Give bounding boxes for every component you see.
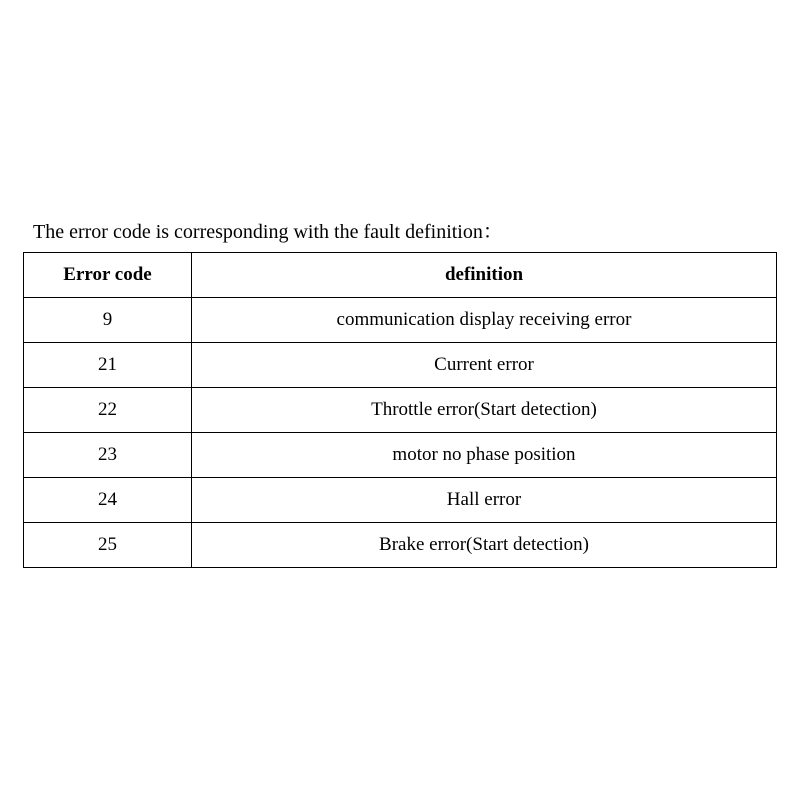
table-row	[24, 343, 777, 388]
table-row	[24, 523, 777, 568]
definition-cell: Throttle error(Start detection)	[192, 388, 777, 433]
definition-cell: Current error	[192, 343, 777, 388]
error-code-cell: 22	[24, 388, 192, 433]
error-code-cell: 9	[24, 298, 192, 343]
table-header-row	[24, 253, 777, 298]
definition-cell: Brake error(Start detection)	[192, 523, 777, 568]
error-code-cell: 23	[24, 433, 192, 478]
error-code-cell: 25	[24, 523, 192, 568]
definition-cell: Hall error	[192, 478, 777, 523]
definition-cell: communication display receiving error	[192, 298, 777, 343]
definition-cell: motor no phase position	[192, 433, 777, 478]
column-header-error-code: Error code	[24, 253, 192, 298]
error-code-table	[23, 252, 777, 568]
table-row	[24, 298, 777, 343]
error-code-cell: 21	[24, 343, 192, 388]
column-header-definition: definition	[192, 253, 777, 298]
error-code-cell: 24	[24, 478, 192, 523]
table-row	[24, 433, 777, 478]
intro-text: The error code is corresponding with the fault definition：	[33, 221, 503, 243]
table-row	[24, 388, 777, 433]
table-row	[24, 478, 777, 523]
